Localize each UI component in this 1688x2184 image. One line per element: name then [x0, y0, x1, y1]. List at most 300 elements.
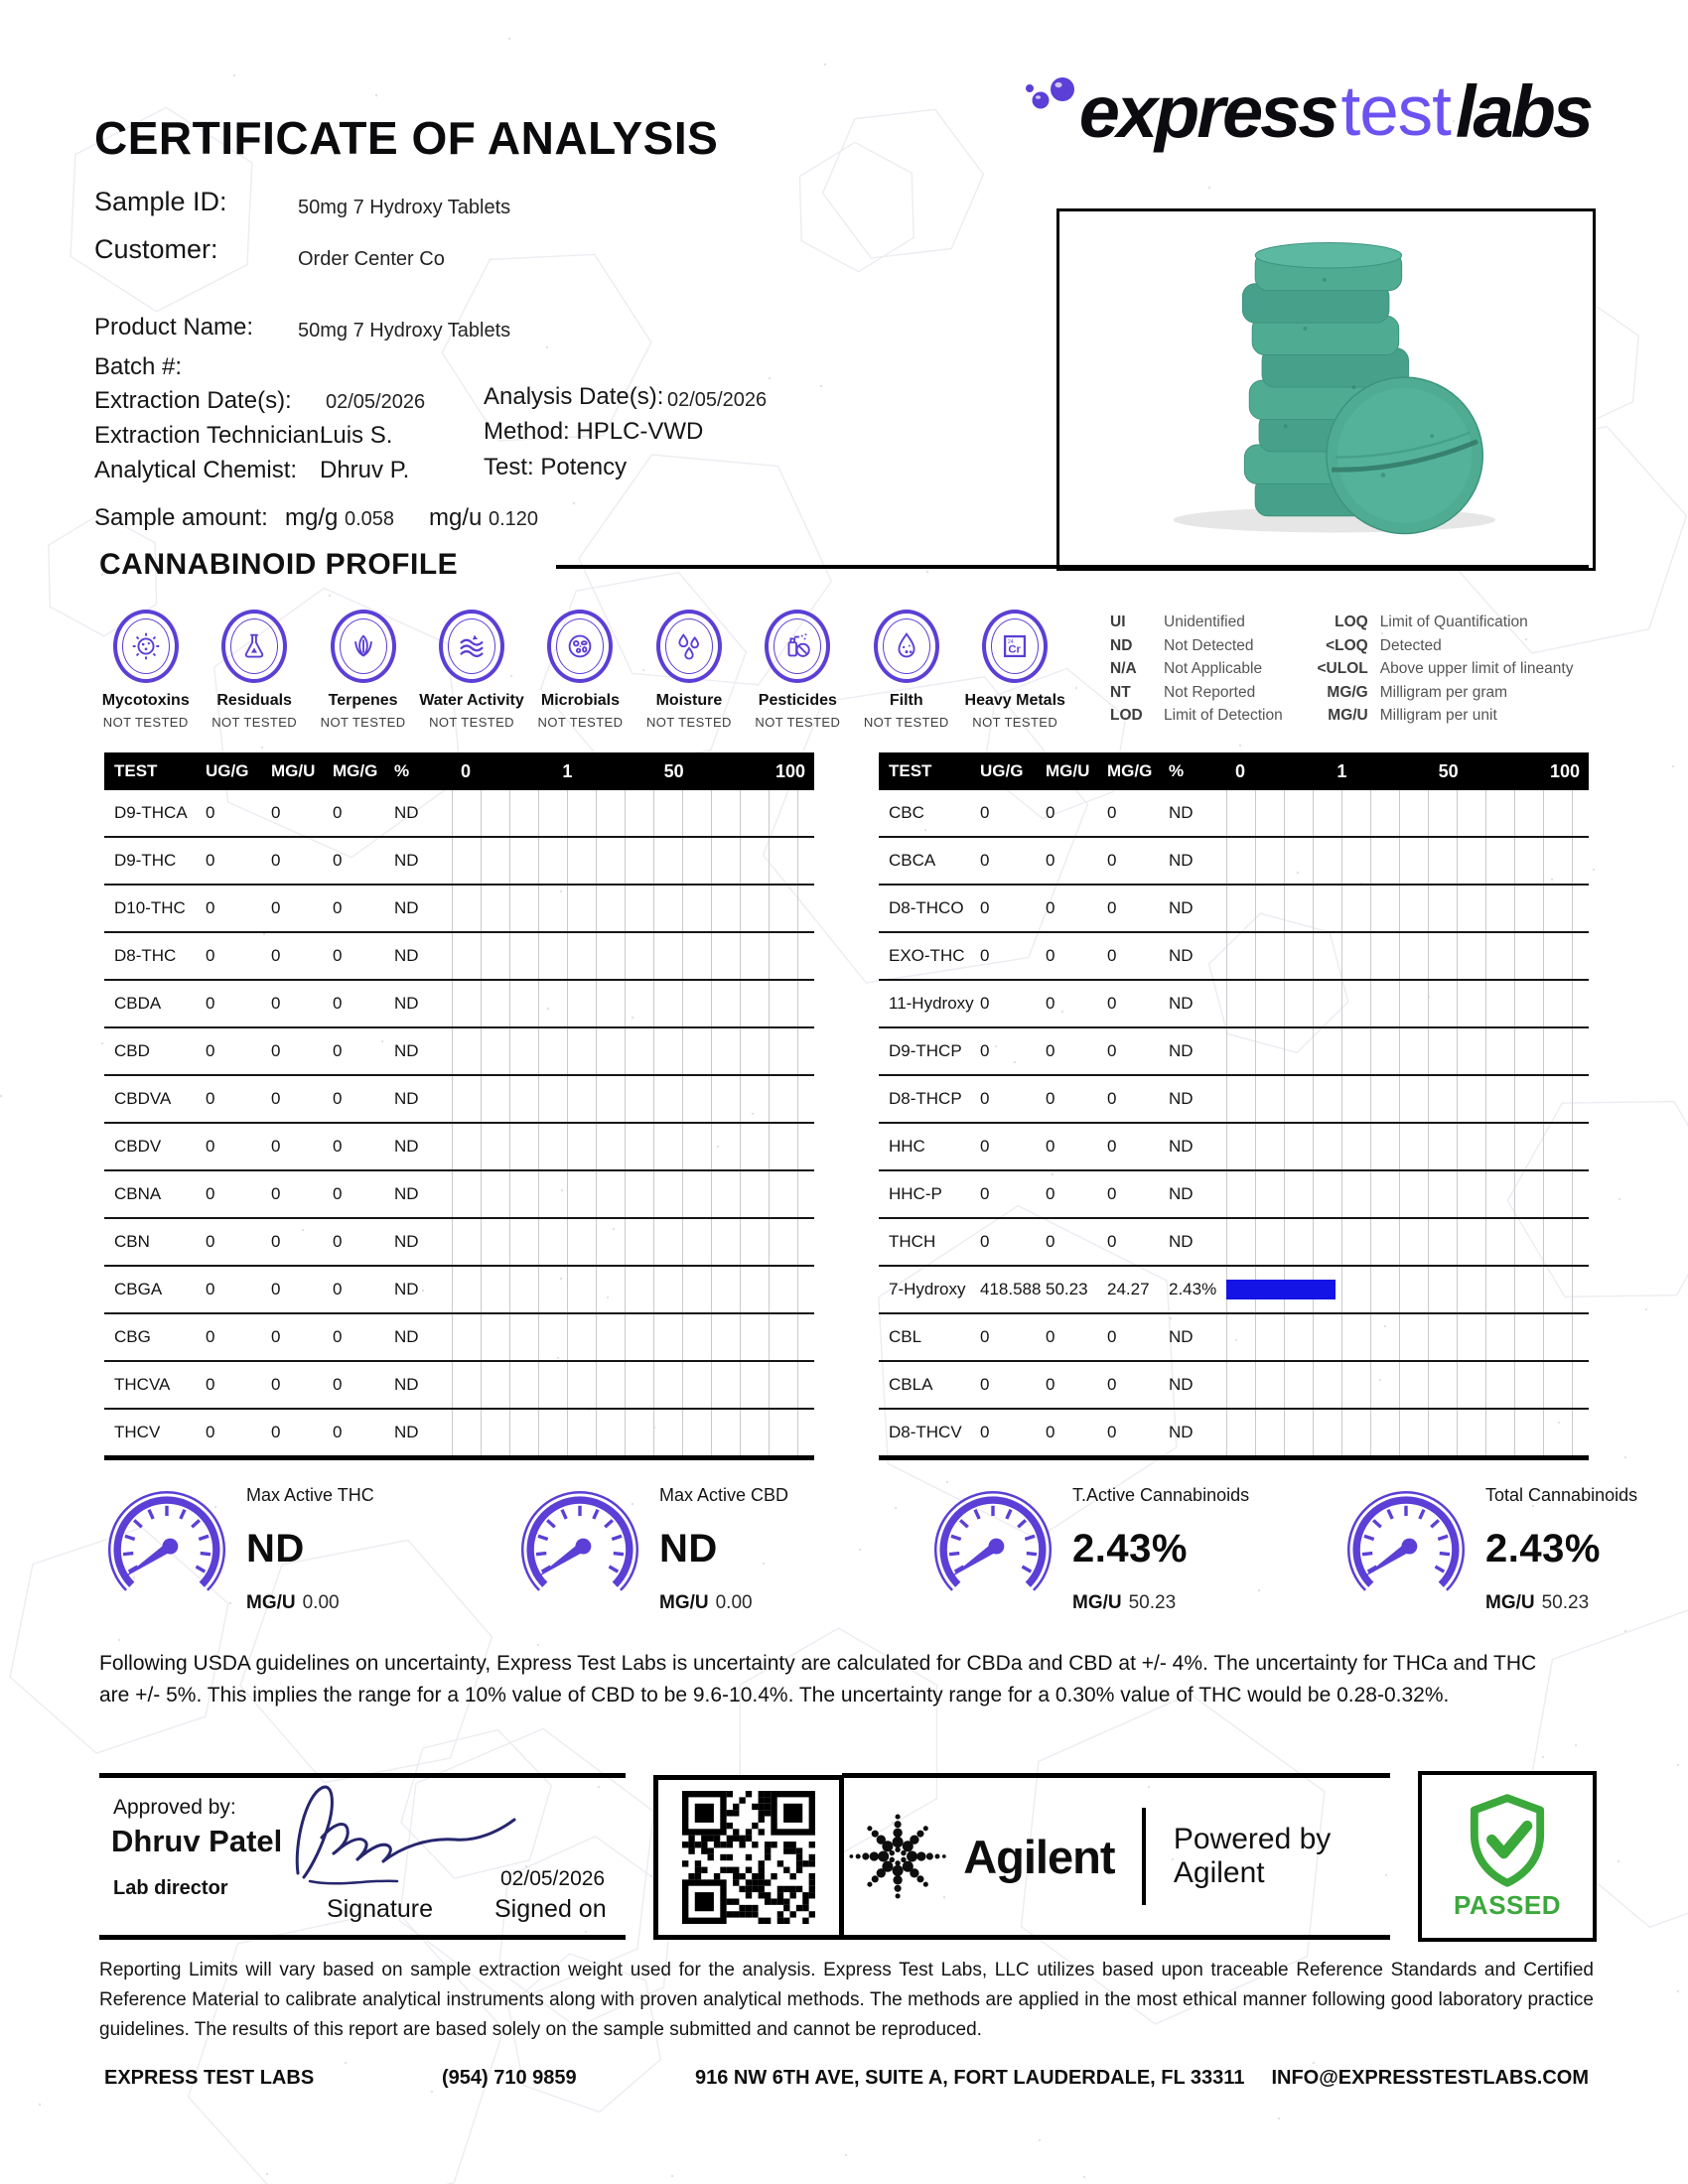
ugg-cell: 0 [980, 1184, 990, 1203]
pct-cell: ND [394, 1280, 419, 1298]
header-cell: UG/G [980, 761, 1024, 780]
screening-label: Heavy Metals [964, 692, 1065, 709]
test-name-cell: CBNA [114, 1184, 162, 1203]
screening-item [961, 610, 1069, 730]
legend-desc: Not Applicable [1164, 660, 1263, 677]
mgu-cell: 0 [271, 946, 281, 965]
signature-label: Signature [326, 1895, 434, 1923]
product-photo [1056, 208, 1596, 571]
pct-cell: ND [1169, 898, 1194, 917]
gauge-4 [1338, 1482, 1637, 1617]
table-row [104, 790, 814, 838]
gauge-unit [659, 1592, 788, 1614]
gauge-unit-label: MG/U [1485, 1592, 1535, 1613]
legend-row [1110, 637, 1283, 656]
test-name-cell: D8-THCO [889, 898, 964, 917]
mgg-cell: 0 [1107, 1137, 1117, 1156]
mgu-cell: 0 [271, 1423, 281, 1441]
ring-inner [448, 618, 495, 674]
mgg-cell: 0 [333, 1184, 343, 1203]
pct-cell: ND [394, 1327, 419, 1346]
mgg-cell: 0 [333, 1232, 343, 1251]
analysis-dates-value: 02/05/2026 [667, 389, 768, 411]
pct-cell: ND [1169, 1184, 1194, 1203]
test-name-cell: D9-THC [114, 851, 177, 870]
screening-status: NOT TESTED [537, 715, 624, 730]
test-name-cell: CBDA [114, 994, 162, 1013]
customer-label: Customer: [94, 234, 218, 264]
mgu-cell: 0 [1046, 1184, 1055, 1203]
gauge-icon [1338, 1482, 1474, 1617]
ring-inner [230, 618, 278, 674]
scale-tick: 1 [562, 760, 573, 781]
approval-box [99, 1773, 626, 1940]
legend-row [1110, 660, 1283, 679]
bar-cell [452, 933, 814, 979]
ugg-cell: 0 [980, 1041, 990, 1060]
gauge-title: Max Active THC [246, 1485, 374, 1505]
bar-cell [452, 886, 814, 931]
mgu-cell: 0 [271, 1137, 281, 1156]
screening-label: Microbials [540, 692, 621, 709]
ring-inner [774, 618, 821, 674]
product-name-label: Product Name: [94, 314, 254, 341]
ring-inner [991, 618, 1039, 674]
screening-label: Water Activity [419, 692, 524, 709]
microbials-icon [547, 610, 613, 683]
bubbles-icon [1022, 77, 1079, 125]
mgu-cell: 0 [271, 1232, 281, 1251]
test-name-cell: CBLA [889, 1375, 933, 1394]
mgu-cell: 0 [271, 803, 281, 822]
legend-row [1307, 707, 1574, 726]
bar-cell [452, 1314, 814, 1360]
bar-cell [452, 1410, 814, 1455]
mgu-cell: 0 [1046, 851, 1055, 870]
table-row [104, 933, 814, 981]
mgg-value: 0.058 [345, 508, 395, 530]
table-row [104, 1028, 814, 1076]
legend-row [1110, 684, 1283, 703]
bar-cell [1226, 1362, 1589, 1408]
table-row [879, 1362, 1589, 1410]
test-name-cell: THCVA [114, 1375, 171, 1394]
bar-cell [1226, 1124, 1589, 1169]
pct-cell: 2.43% [1169, 1280, 1217, 1298]
screening-item [744, 610, 852, 730]
legend-column-2 [1307, 614, 1574, 731]
ugg-cell: 0 [206, 851, 215, 870]
mgg-cell: 0 [1107, 1232, 1117, 1251]
gauge-unit-value: 50.23 [1128, 1592, 1177, 1613]
screening-item [634, 610, 743, 730]
passed-badge [1418, 1771, 1597, 1942]
header-cell: MG/G [333, 761, 378, 780]
bar-cell [452, 1028, 814, 1074]
table-row [104, 886, 814, 933]
legend-abbr: ND [1110, 636, 1133, 654]
pct-cell: ND [394, 1089, 419, 1108]
mgu-cell: 0 [271, 1041, 281, 1060]
mgg-cell: 0 [333, 946, 343, 965]
pct-cell: ND [394, 994, 419, 1013]
header-cell: UG/G [206, 761, 249, 780]
ugg-cell: 0 [206, 898, 215, 917]
mgg-cell: 0 [333, 994, 343, 1013]
mgg-cell: 24.27 [1107, 1280, 1150, 1298]
table-row [104, 1124, 814, 1171]
logo-test: test [1340, 72, 1451, 151]
mgu-cell: 0 [271, 994, 281, 1013]
agilent-banner [842, 1773, 1390, 1940]
mgg-cell: 0 [333, 1137, 343, 1156]
gauge-icon [99, 1482, 234, 1617]
analytical-chemist-value: Dhruv P. [320, 457, 410, 483]
scale-tick: 1 [1336, 760, 1347, 781]
legend-desc: Not Reported [1164, 683, 1256, 701]
ugg-cell: 418.588 [980, 1280, 1042, 1298]
gauge-unit [1072, 1592, 1249, 1614]
pct-cell: ND [394, 1423, 419, 1441]
screening-item [91, 610, 200, 730]
test-name-cell: D9-THCP [889, 1041, 962, 1060]
bar-cell [452, 838, 814, 884]
bar-cell [1226, 1171, 1589, 1217]
screening-item [852, 610, 960, 730]
signature-image [276, 1774, 526, 1891]
scale-tick: 100 [1549, 760, 1580, 781]
screening-item [526, 610, 634, 730]
table-row [104, 1267, 814, 1314]
mgu-cell: 0 [271, 851, 281, 870]
gauge-title: Total Cannabinoids [1485, 1485, 1638, 1505]
legend-desc: Limit of Detection [1164, 707, 1283, 724]
mgg-cell: 0 [1107, 1375, 1117, 1394]
ugg-cell: 0 [980, 803, 990, 822]
mgu-cell: 0 [271, 898, 281, 917]
ugg-cell: 0 [206, 803, 215, 822]
legend-desc: Detected [1379, 636, 1442, 654]
mgu-cell: 0 [1046, 1327, 1055, 1346]
table-row [104, 981, 814, 1028]
pct-cell: ND [1169, 1375, 1194, 1394]
table-row [104, 1076, 814, 1124]
ugg-cell: 0 [980, 898, 990, 917]
mgg-cell: 0 [333, 1327, 343, 1346]
cannabinoid-profile-heading: CANNABINOID PROFILE [99, 548, 459, 581]
logo-labs: labs [1455, 70, 1591, 153]
bar-cell [452, 1124, 814, 1169]
gauge-value: ND [659, 1527, 718, 1570]
pct-cell: ND [1169, 1041, 1194, 1060]
bar-cell [1226, 1410, 1589, 1455]
gauge-icon [512, 1482, 647, 1617]
table-row [879, 790, 1589, 838]
passed-label: PASSED [1454, 1889, 1561, 1920]
ugg-cell: 0 [980, 1232, 990, 1251]
scale-tick: 0 [1235, 760, 1246, 781]
gauge-icon-wrap [925, 1482, 1060, 1617]
product-name-value: 50mg 7 Hydroxy Tablets [298, 320, 511, 341]
test-name-cell: EXO-THC [889, 946, 965, 965]
svg-text:24: 24 [1008, 639, 1014, 646]
bar-cell [1226, 1076, 1589, 1122]
bar-cell [452, 1267, 814, 1312]
pct-cell: ND [1169, 803, 1194, 822]
heavy-metals-icon [982, 610, 1048, 683]
mgu-cell: 0 [271, 1280, 281, 1298]
agilent-brand: Agilent [963, 1830, 1115, 1883]
fine-print: Reporting Limits will vary based on sample extraction weight used for the analysis. Express Test Labs, LLC utilizes based upon traceable Reference Standards and Certified Reference Material to calibrate analytical instruments along with proven analytical methods. The methods are applied in the most ethical manner following good laboratory practice guidelines. The results of this report are based solely on the sample submitted and cannot be reproduced. [99, 1960, 1594, 2041]
pct-cell: ND [1169, 1137, 1194, 1156]
test-name-cell: CBDVA [114, 1089, 172, 1108]
method-label: Method: HPLC-VWD [484, 418, 704, 445]
ugg-cell: 0 [206, 1089, 215, 1108]
table-row [104, 838, 814, 886]
pct-cell: ND [394, 1041, 419, 1060]
ring-inner [665, 618, 713, 674]
test-name-cell: CBC [889, 803, 924, 822]
ugg-cell: 0 [206, 1423, 215, 1441]
mgu-cell: 0 [271, 1089, 281, 1108]
header-cell: TEST [889, 761, 932, 780]
pct-cell: ND [1169, 1327, 1194, 1346]
table-row [879, 1267, 1589, 1314]
test-name-cell: CBGA [114, 1280, 163, 1298]
mgu-cell: 0 [271, 1375, 281, 1394]
ugg-cell: 0 [206, 946, 215, 965]
legend-row [1307, 637, 1574, 656]
test-name-cell: 11-Hydroxy [889, 994, 974, 1013]
legend-column-1 [1110, 614, 1283, 731]
pct-cell: ND [394, 1137, 419, 1156]
mgg-cell: 0 [1107, 994, 1117, 1013]
pct-cell: ND [1169, 1089, 1194, 1108]
test-name-cell: CBG [114, 1327, 151, 1346]
screening-label: Moisture [655, 692, 723, 709]
screening-status: NOT TESTED [972, 715, 1058, 730]
pct-cell: ND [394, 803, 419, 822]
bar-cell [452, 1362, 814, 1408]
bar-cell [1226, 1219, 1589, 1265]
vertical-divider [1142, 1808, 1145, 1905]
approver-role: Lab director [113, 1877, 228, 1899]
residuals-icon [221, 610, 287, 683]
analytical-chemist-label: Analytical Chemist: [94, 457, 298, 483]
legend-abbr: LOQ [1335, 614, 1368, 630]
gauge-1 [99, 1482, 374, 1617]
gauge-unit-value: 0.00 [715, 1592, 753, 1613]
approver-name: Dhruv Patel [111, 1824, 283, 1858]
legend-row [1307, 684, 1574, 703]
mgg-cell: 0 [333, 803, 343, 822]
gauge-unit [246, 1592, 374, 1614]
header-cell: TEST [114, 761, 158, 780]
bar-cell [452, 1171, 814, 1217]
screening-item [309, 610, 417, 730]
pct-cell: ND [394, 1232, 419, 1251]
legend-abbr: UI [1110, 614, 1126, 630]
pesticides-icon [765, 610, 830, 683]
mgu-cell: 0 [1046, 1089, 1055, 1108]
logo-express: express [1078, 70, 1336, 153]
pct-cell: ND [1169, 851, 1194, 870]
screening-status: NOT TESTED [429, 715, 514, 730]
analysis-dates-label: Analysis Date(s): [484, 383, 664, 410]
legend-desc: Milligram per unit [1379, 707, 1497, 724]
table-row [104, 1314, 814, 1362]
legend-abbr: N/A [1110, 660, 1137, 677]
bar-cell [1226, 981, 1589, 1026]
bar-cell [1226, 933, 1589, 979]
brand-logo [1022, 70, 1591, 153]
mgu-cell: 0 [1046, 994, 1055, 1013]
gauge-value: 2.43% [1072, 1527, 1188, 1570]
ugg-cell: 0 [980, 1137, 990, 1156]
mgu-value: 0.120 [489, 508, 539, 530]
cannabinoid-table-right [879, 752, 1589, 1460]
header-cell: MG/G [1107, 761, 1153, 780]
screening-status: NOT TESTED [755, 715, 841, 730]
test-name-cell: D8-THCV [889, 1423, 962, 1441]
gauge-unit-label: MG/U [1072, 1592, 1122, 1613]
bar-cell [452, 1076, 814, 1122]
tablets-image [1059, 211, 1587, 562]
table-row [879, 1219, 1589, 1267]
ugg-cell: 0 [980, 1375, 990, 1394]
test-label: Test: Potency [484, 454, 628, 480]
mgu-cell: 0 [1046, 1137, 1055, 1156]
bar-cell [1226, 1267, 1589, 1312]
footer-email: INFO@EXPRESSTESTLABS.COM [1271, 2067, 1589, 2089]
legend-row [1110, 614, 1283, 632]
ugg-cell: 0 [980, 851, 990, 870]
legend-desc: Not Detected [1164, 636, 1254, 654]
mgg-cell: 0 [333, 898, 343, 917]
legend [1110, 614, 1573, 731]
footer-phone: (954) 710 9859 [442, 2067, 577, 2089]
table-row [104, 1410, 814, 1455]
screening-status: NOT TESTED [102, 715, 189, 730]
agilent-logo-icon [848, 1798, 947, 1915]
batch-label: Batch #: [94, 353, 183, 380]
mycotoxins-icon [113, 610, 179, 683]
test-name-cell: CBL [889, 1327, 922, 1346]
ugg-cell: 0 [980, 1089, 990, 1108]
table-header [879, 752, 1589, 790]
ugg-cell: 0 [206, 1137, 215, 1156]
scale-tick: 100 [774, 760, 805, 781]
moisture-icon [656, 610, 722, 683]
table-row [879, 838, 1589, 886]
heading-rule [556, 565, 1589, 569]
mgg-cell: 0 [333, 1423, 343, 1441]
mgu-label: mg/u [429, 504, 483, 531]
gauge-unit-value: 0.00 [302, 1592, 340, 1613]
table-body [104, 790, 814, 1460]
ugg-cell: 0 [206, 1232, 215, 1251]
mgu-cell: 0 [1046, 1041, 1055, 1060]
legend-abbr: <ULOL [1317, 660, 1368, 677]
screening-row [91, 610, 1069, 730]
bar-cell [1226, 1028, 1589, 1074]
mgu-cell: 0 [1046, 1423, 1055, 1441]
screening-status: NOT TESTED [211, 715, 298, 730]
footer-address: 916 NW 6TH AVE, SUITE A, FORT LAUDERDALE, FL 33311 [695, 2067, 1245, 2089]
ring-inner [340, 618, 387, 674]
signed-on-label: Signed on [494, 1895, 607, 1923]
table-row [879, 1124, 1589, 1171]
test-name-cell: 7-Hydroxy [889, 1280, 966, 1298]
sample-id-value: 50mg 7 Hydroxy Tablets [298, 197, 511, 218]
pct-cell: ND [1169, 1423, 1194, 1441]
mgu-cell: 0 [271, 1184, 281, 1203]
bar-cell [452, 981, 814, 1026]
test-name-cell: CBN [114, 1232, 150, 1251]
legend-abbr: MG/G [1327, 683, 1368, 701]
sample-amount-label: Sample amount: [94, 504, 268, 531]
approved-by-label: Approved by: [113, 1796, 236, 1819]
legend-abbr: MG/U [1328, 707, 1368, 724]
ring-inner [122, 618, 170, 674]
test-name-cell: D9-THCA [114, 803, 188, 822]
header-cell: % [394, 761, 410, 780]
ugg-cell: 0 [206, 994, 215, 1013]
screening-label: Pesticides [758, 692, 837, 709]
ring-inner [556, 618, 604, 674]
mgg-cell: 0 [333, 1375, 343, 1394]
mgg-label: mg/g [285, 504, 339, 531]
gauge-title: Max Active CBD [659, 1485, 789, 1505]
test-name-cell: HHC-P [889, 1184, 942, 1203]
table-header [104, 752, 814, 790]
extraction-technician-value: Luis S. [320, 422, 393, 449]
bar-cell [452, 790, 814, 836]
table-body [879, 790, 1589, 1460]
test-name-cell: CBD [114, 1041, 150, 1060]
gauge-text [1072, 1482, 1249, 1617]
mgg-cell: 0 [333, 1041, 343, 1060]
uncertainty-note: Following USDA guidelines on uncertainty, Express Test Labs is uncertainty are calculated for CBDa and CBD at +/- 4%. The uncertainty for THCa and THC are +/- 5%. This implies the range for a 10% value of CBD to be 9.6-10.4%. The uncertainty range for a 0.30% value of THC would be 0.28-0.32%. [99, 1652, 1537, 1706]
ugg-cell: 0 [206, 1041, 215, 1060]
legend-desc: Above upper limit of lineanty [1379, 660, 1574, 677]
table-row [879, 1314, 1589, 1362]
table-row [879, 886, 1589, 933]
screening-label: Terpenes [328, 692, 398, 709]
shield-check-icon [1464, 1793, 1551, 1888]
mgg-cell: 0 [1107, 803, 1117, 822]
table-row [879, 1171, 1589, 1219]
gauge-2 [512, 1482, 788, 1617]
pct-cell: ND [1169, 994, 1194, 1013]
pct-cell: ND [394, 898, 419, 917]
gauge-text [1485, 1482, 1637, 1617]
mgu-cell: 0 [1046, 803, 1055, 822]
extraction-dates-value: 02/05/2026 [326, 391, 426, 413]
scale-tick: 0 [461, 760, 472, 781]
footer-company: EXPRESS TEST LABS [104, 2067, 315, 2089]
gauge-icon [925, 1482, 1060, 1617]
ugg-cell: 0 [206, 1327, 215, 1346]
screening-item [200, 610, 308, 730]
mgg-cell: 0 [333, 1280, 343, 1298]
gauge-value: ND [246, 1527, 305, 1570]
sample-id-label: Sample ID: [94, 187, 227, 216]
legend-row [1307, 614, 1574, 632]
gauge-unit-label: MG/U [246, 1592, 296, 1613]
ugg-cell: 0 [980, 994, 990, 1013]
gauge-value: 2.43% [1485, 1527, 1601, 1570]
